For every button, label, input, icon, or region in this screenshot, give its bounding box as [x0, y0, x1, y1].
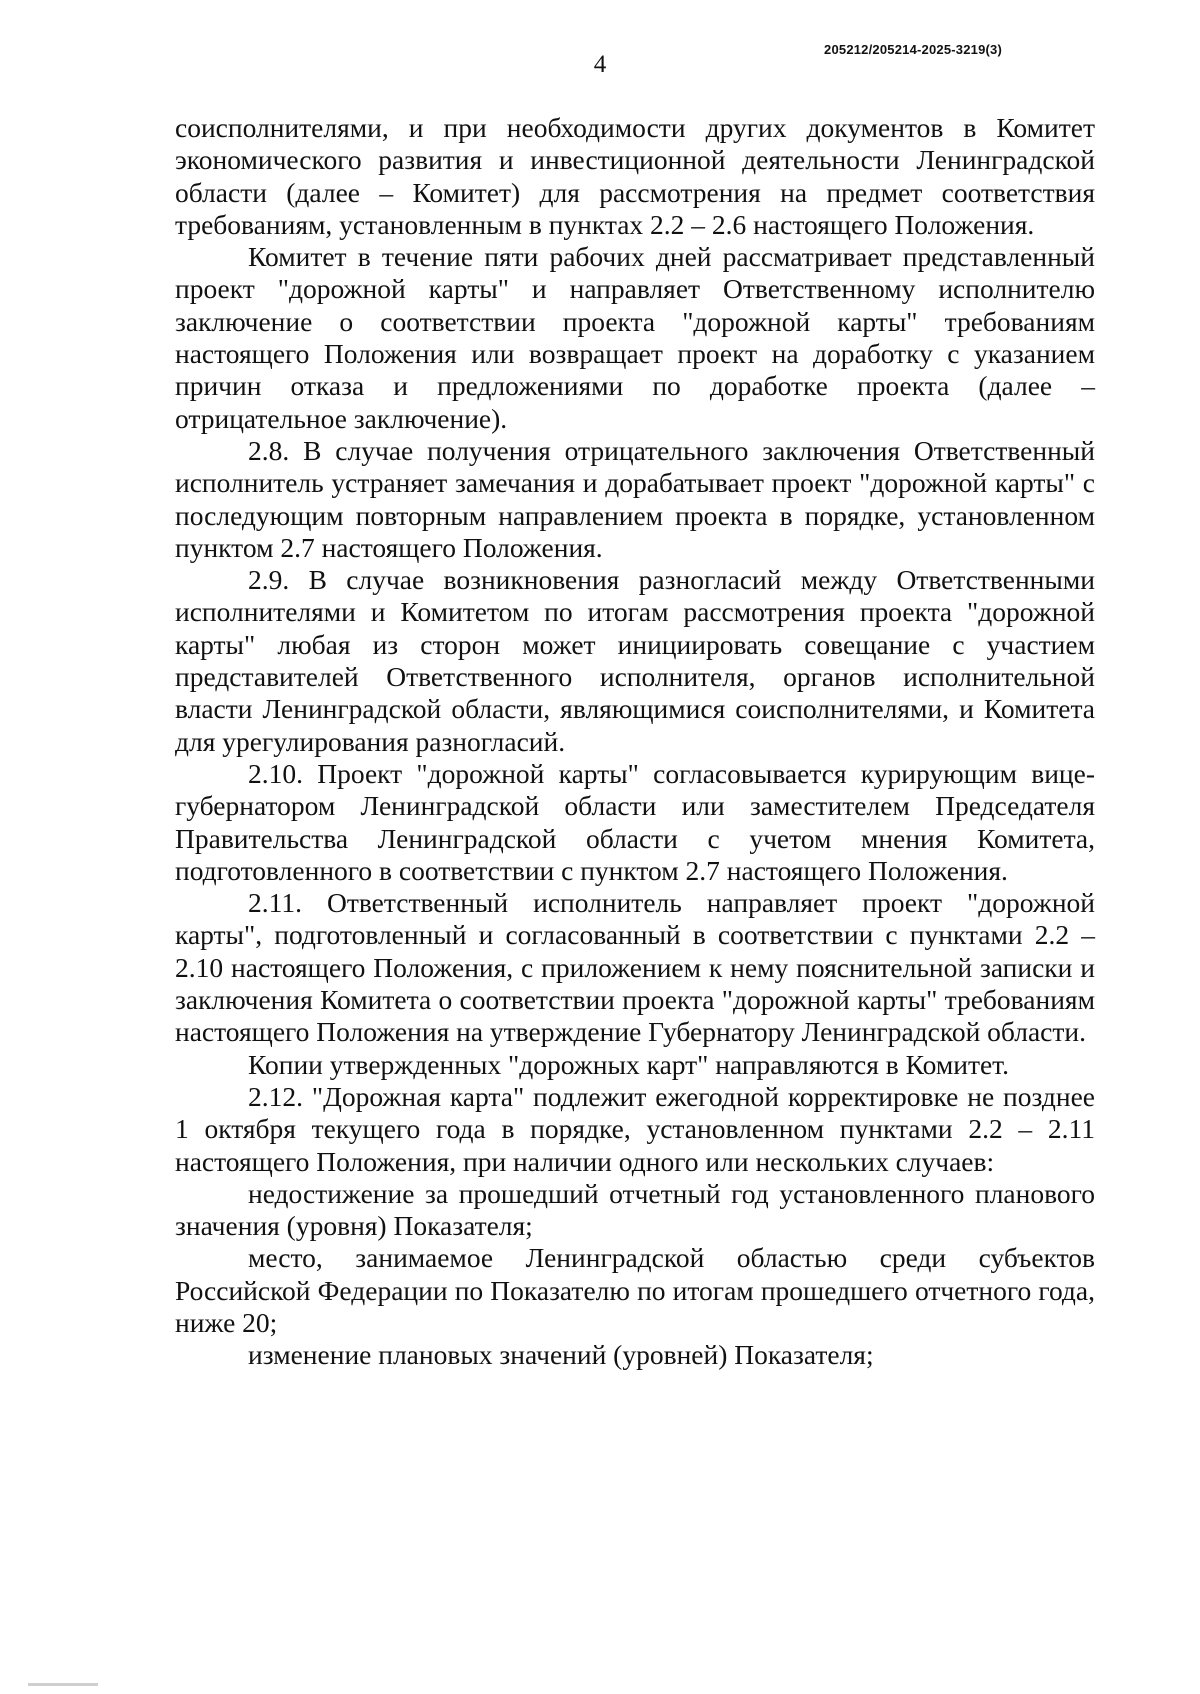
- paragraph-2-12: 2.12. "Дорожная карта" подлежит ежегодной корректировке не позднее 1 октября текущего года в порядке, установленном пунктами 2.2 – 2.11 настоящего Положения, при наличии одного или нескольких случаев:: [175, 1080, 1095, 1177]
- paragraph-2-8: 2.8. В случае получения отрицательного заключения Ответственный исполнитель устраняет замечания и дорабатывает проект "дорожной карты" с последующим повторным направлением проекта в порядке, установленном пунктом 2.7 настоящего Положения.: [175, 434, 1095, 563]
- paragraph-copies: Копии утвержденных "дорожных карт" направляются в Комитет.: [248, 1048, 1010, 1080]
- paragraph-2-10: 2.10. Проект "дорожной карты" согласовывается курирующим вице-губернатором Ленинградской области или заместителем Председателя Правительства Ленинградской области с учетом мнения Комитета, подготовленного в соответствии с пунктом 2.7 настоящего Положения.: [175, 757, 1095, 886]
- paragraph-continuation: соисполнителями, и при необходимости других документов в Комитет экономического развития и инвестиционной деятельности Ленинградской области (далее – Комитет) для рассмотрения на предмет соответствия требованиям, установленным в пунктах 2.2 – 2.6 настоящего Положения.: [175, 112, 1095, 240]
- list-item-not-achieved: недостижение за прошедший отчетный год установленного планового значения (уровня) Показателя;: [175, 1177, 1095, 1242]
- paragraph-2-11: 2.11. Ответственный исполнитель направляет проект "дорожной карты", подготовленный и согласованный в соответствии с пунктами 2.2 – 2.10 настоящего Положения, с приложением к нему пояснительной записки и заключения Комитета о соответствии проекта "дорожной карты" требованиям настоящего Положения на утверждение Губернатору Ленинградской области.: [175, 887, 1095, 1048]
- list-item-rank-below-20: место, занимаемое Ленинградской областью среди субъектов Российской Федерации по Показателю по итогам прошедшего отчетного года, ниже 20;: [175, 1242, 1095, 1338]
- paragraph-2-9: 2.9. В случае возникновения разногласий между Ответственными исполнителями и Комитетом по итогам рассмотрения проекта "дорожной карты" любая из сторон может инициировать совещание с участием представителей Ответственного исполнителя, органов исполнительной власти Ленинградской области, являющимися соисполнителями, и Комитета для урегулирования разногласий.: [175, 564, 1095, 757]
- paragraph-committee-review: Комитет в течение пяти рабочих дней рассматривает представленный проект "дорожной карты" и направляет Ответственному исполнителю заключение о соответствии проекта "дорожной карты" требованиям настоящего Положения или возвращает проект на доработку с указанием причин отказа и предложениями по доработке проекта (далее – отрицательное заключение).: [175, 241, 1095, 434]
- document-body: [175, 112, 1095, 1372]
- document-code: 205212/205214-2025-3219(3): [824, 42, 1002, 57]
- list-item-plan-change: изменение плановых значений (уровней) Показателя;: [248, 1339, 874, 1371]
- scan-artifact: [28, 1683, 98, 1686]
- page-number: 4: [593, 51, 607, 78]
